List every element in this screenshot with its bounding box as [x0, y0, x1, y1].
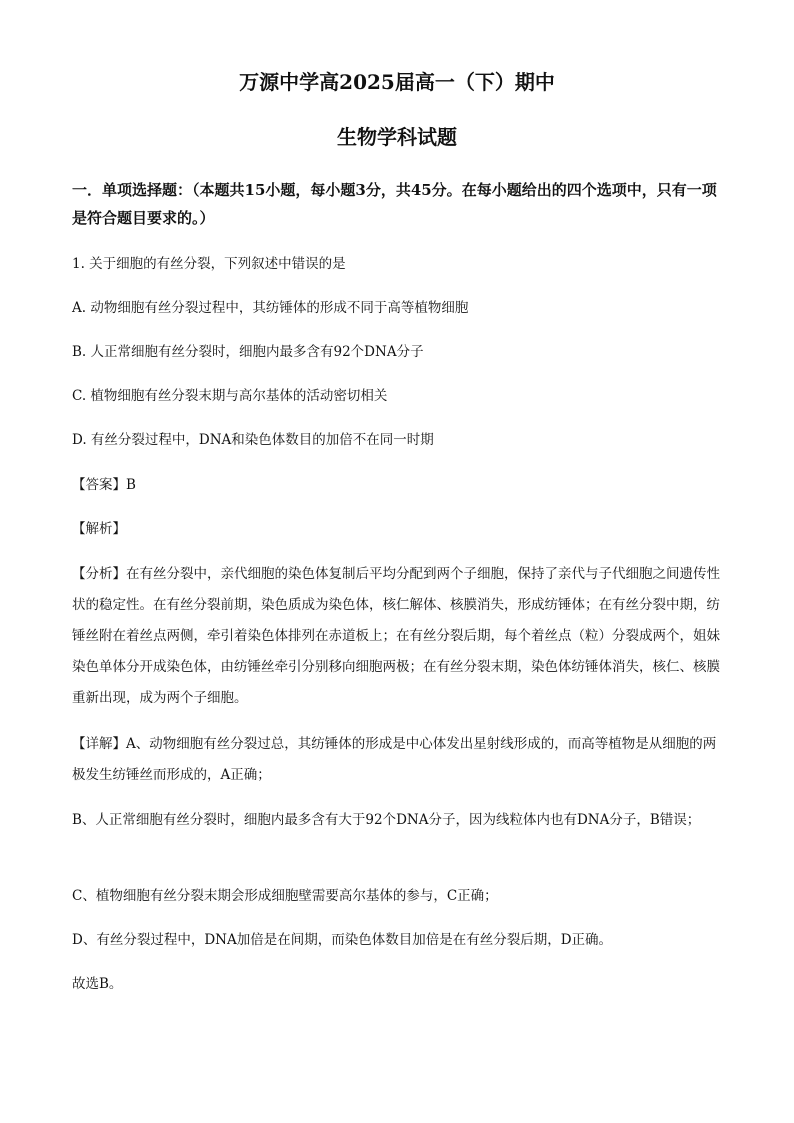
- analysis-tag: 【解析】: [72, 521, 126, 537]
- fenxi-tag: 【分析】: [72, 566, 126, 582]
- option-c: C. 植物细胞有丝分裂末期与高尔基体的活动密切相关: [72, 388, 388, 404]
- xiangjie-d-line: D、有丝分裂过程中，DNA加倍是在间期，而染色体数目加倍是在有丝分裂后期，D正确。: [72, 932, 613, 948]
- conclusion-line: 故选B。: [72, 976, 123, 992]
- answer-tag: 【答案】: [72, 477, 126, 493]
- xiangjie-a-text: A、动物细胞有丝分裂过总，其纺锤体的形成是中心体发出星射线形成的，而高等植物是从细胞的两极发生纺锤丝而形成的，A正确；: [72, 736, 717, 783]
- option-a: A. 动物细胞有丝分裂过程中，其纺锤体的形成不同于高等植物细胞: [72, 300, 469, 316]
- xiangjie-b-paragraph: B、人正常细胞有丝分裂时，细胞内最多含有大于92个DNA分子，因为线粒体内也有DNA分子，B错误；: [72, 812, 701, 828]
- xiangjie-paragraph: [72, 729, 724, 791]
- option-d: D. 有丝分裂过程中，DNA和染色体数目的加倍不在同一时期: [72, 432, 434, 448]
- answer-line: [72, 475, 724, 495]
- fenxi-text: 在有丝分裂中，亲代细胞的染色体复制后平均分配到两个子细胞，保持了亲代与子代细胞之间遗传性状的稳定性。在有丝分裂前期，染色质成为染色体，核仁解体、核膜消失，形成纺锤体；在有丝分裂中期，纺锤丝附在着丝点两侧，牵引着染色体排列在赤道板上；在有丝分裂后期，每个着丝点（粒）分裂成两个，姐妹染色单体分开成染色体，由纺锤丝牵引分别移向细胞两极；在有丝分裂末期，染色体纺锤体消失，核仁、核膜重新出现，成为两个子细胞。: [72, 566, 720, 706]
- section-heading: 一．单项选择题：（本题共15小题，每小题3分，共45分。在每小题给出的四个选项中，只有一项是符合题目要求的。）: [72, 181, 717, 227]
- question-stem: 1. 关于细胞的有丝分裂，下列叙述中错误的是: [72, 256, 346, 272]
- option-b: B. 人正常细胞有丝分裂时，细胞内最多含有92个DNA分子: [72, 344, 424, 360]
- exam-title: 万源中学高2025届高一（下）期中: [239, 70, 555, 94]
- xiangjie-c-line: C、植物细胞有丝分裂末期会形成细胞壁需要高尔基体的参与，C正确；: [72, 888, 498, 904]
- exam-subtitle: 生物学科试题: [337, 125, 457, 149]
- xiangjie-tag: 【详解】: [72, 736, 126, 752]
- answer-value: B: [126, 477, 136, 493]
- fenxi-paragraph: [72, 559, 724, 714]
